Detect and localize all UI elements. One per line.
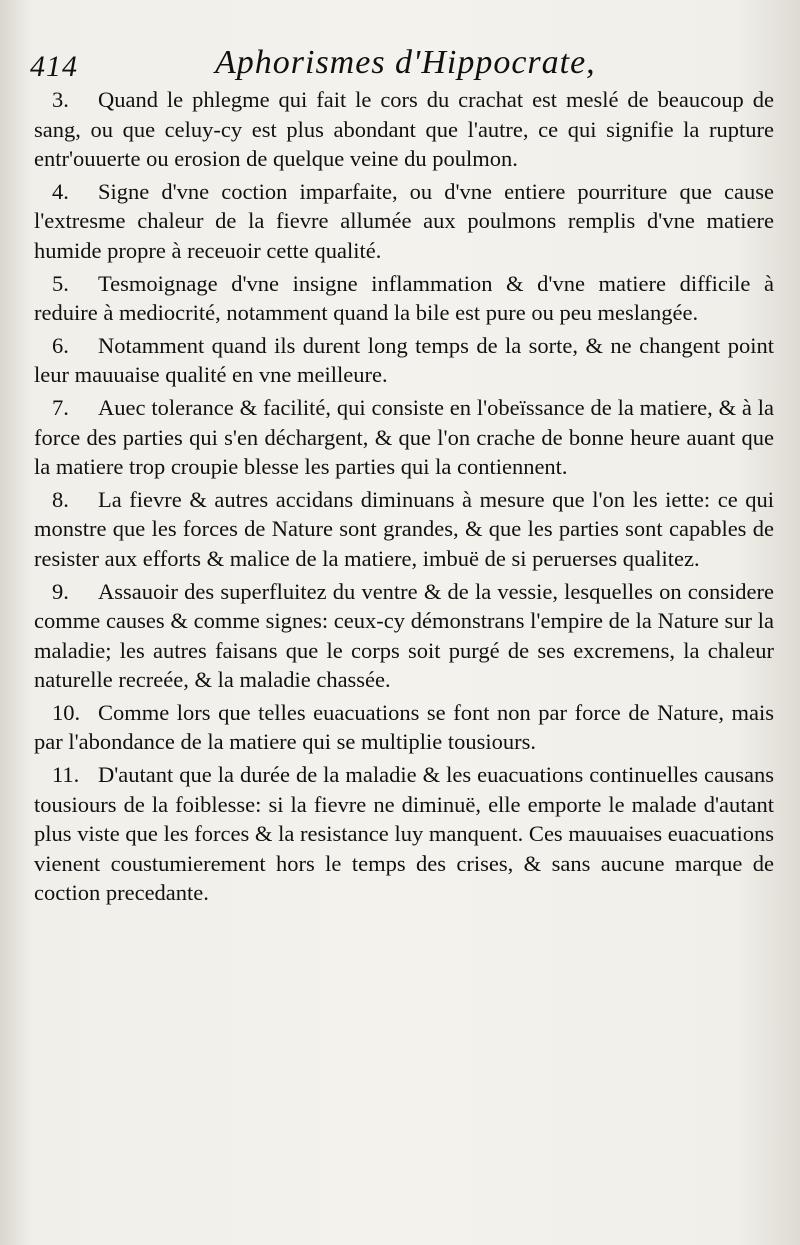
paragraph-text: Tesmoignage d'vne insigne inflammation & d'vne matiere difficile à reduire à mediocrité, notamment quand la bile est pure ou peu meslangée. <box>34 270 774 326</box>
paragraph-text: D'autant que la durée de la maladie & les euacuations continuelles causans tousiours de la foiblesse: si la fievre ne diminuë, elle emporte le malade d'autant plus viste que les forces & la resistance luy manquent. Ces mauuaises euacuations vienent coustumierement hors le temps des crises, & sans aucune marque de coction precedante. <box>34 762 774 906</box>
paragraph-number: 9. <box>52 578 69 604</box>
paragraph-number: 4. <box>52 178 69 204</box>
paragraph-text: La fievre & autres accidans diminuans à mesure que l'on les iette: ce qui monstre que les forces de Nature sont grandes, & que les parties sont capables de resister aux efforts & malice de la matiere, imbuë de si peruerses qualitez. <box>34 486 774 571</box>
paragraph-5 <box>34 269 774 328</box>
paragraph-number: 8. <box>52 486 69 512</box>
paragraph-number: 10. <box>52 699 81 725</box>
paragraph-number: 11. <box>52 762 80 788</box>
paragraph-number: 5. <box>52 270 69 296</box>
paragraph-text: Signe d'vne coction imparfaite, ou d'vne entiere pourriture que cause l'extresme chaleur de la fievre allumée aux poulmons remplis d'vne matiere humide propre à receuoir cette qualité. <box>34 178 774 263</box>
paragraph-text: Assauoir des superfluitez du ventre & de la vessie, lesquelles on considere comme causes & comme signes: ceux-cy démonstrans l'empire de la Nature sur la maladie; les autres faisans que le corps soit purgé de ses excremens, la chaleur naturelle recreée, & la maladie chassée. <box>34 578 774 693</box>
paragraph-text: Quand le phlegme qui fait le cors du crachat est meslé de beaucoup de sang, ou que celuy-cy est plus abondant que l'autre, ce qui signifie la rupture entr'ouuerte ou erosion de quelque veine du poulmon. <box>34 87 774 172</box>
paragraph-number: 6. <box>52 332 69 358</box>
paragraph-number: 3. <box>52 87 69 112</box>
paragraph-number: 7. <box>52 394 69 420</box>
commentary-text <box>34 85 774 911</box>
paragraph-text: Auec tolerance & facilité, qui consiste en l'obeïssance de la matiere, & à la force des parties qui s'en déchargent, & que l'on crache de bonne heure auant que la matiere trop croupie blesse les parties qui la contiennent. <box>34 394 774 480</box>
paragraph-4 <box>34 177 774 266</box>
running-title: Aphorismes d'Hippocrate, <box>215 44 596 81</box>
paragraph-8 <box>34 485 774 574</box>
paragraph-10 <box>34 698 774 757</box>
paragraph-9 <box>34 577 774 695</box>
page-header <box>30 40 770 90</box>
paragraph-text: Comme lors que telles euacuations se font non par force de Nature, mais par l'abondance de la matiere qui se multiplie tousiours. <box>34 699 774 755</box>
paragraph-11 <box>34 760 774 908</box>
paragraph-text: Notamment quand ils durent long temps de la sorte, & ne changent point leur mauuaise qualité en vne meilleure. <box>34 332 774 388</box>
paragraph-6 <box>34 331 774 390</box>
page-number: 414 <box>30 50 78 83</box>
paragraph-3 <box>34 85 774 174</box>
paragraph-7 <box>34 393 774 482</box>
